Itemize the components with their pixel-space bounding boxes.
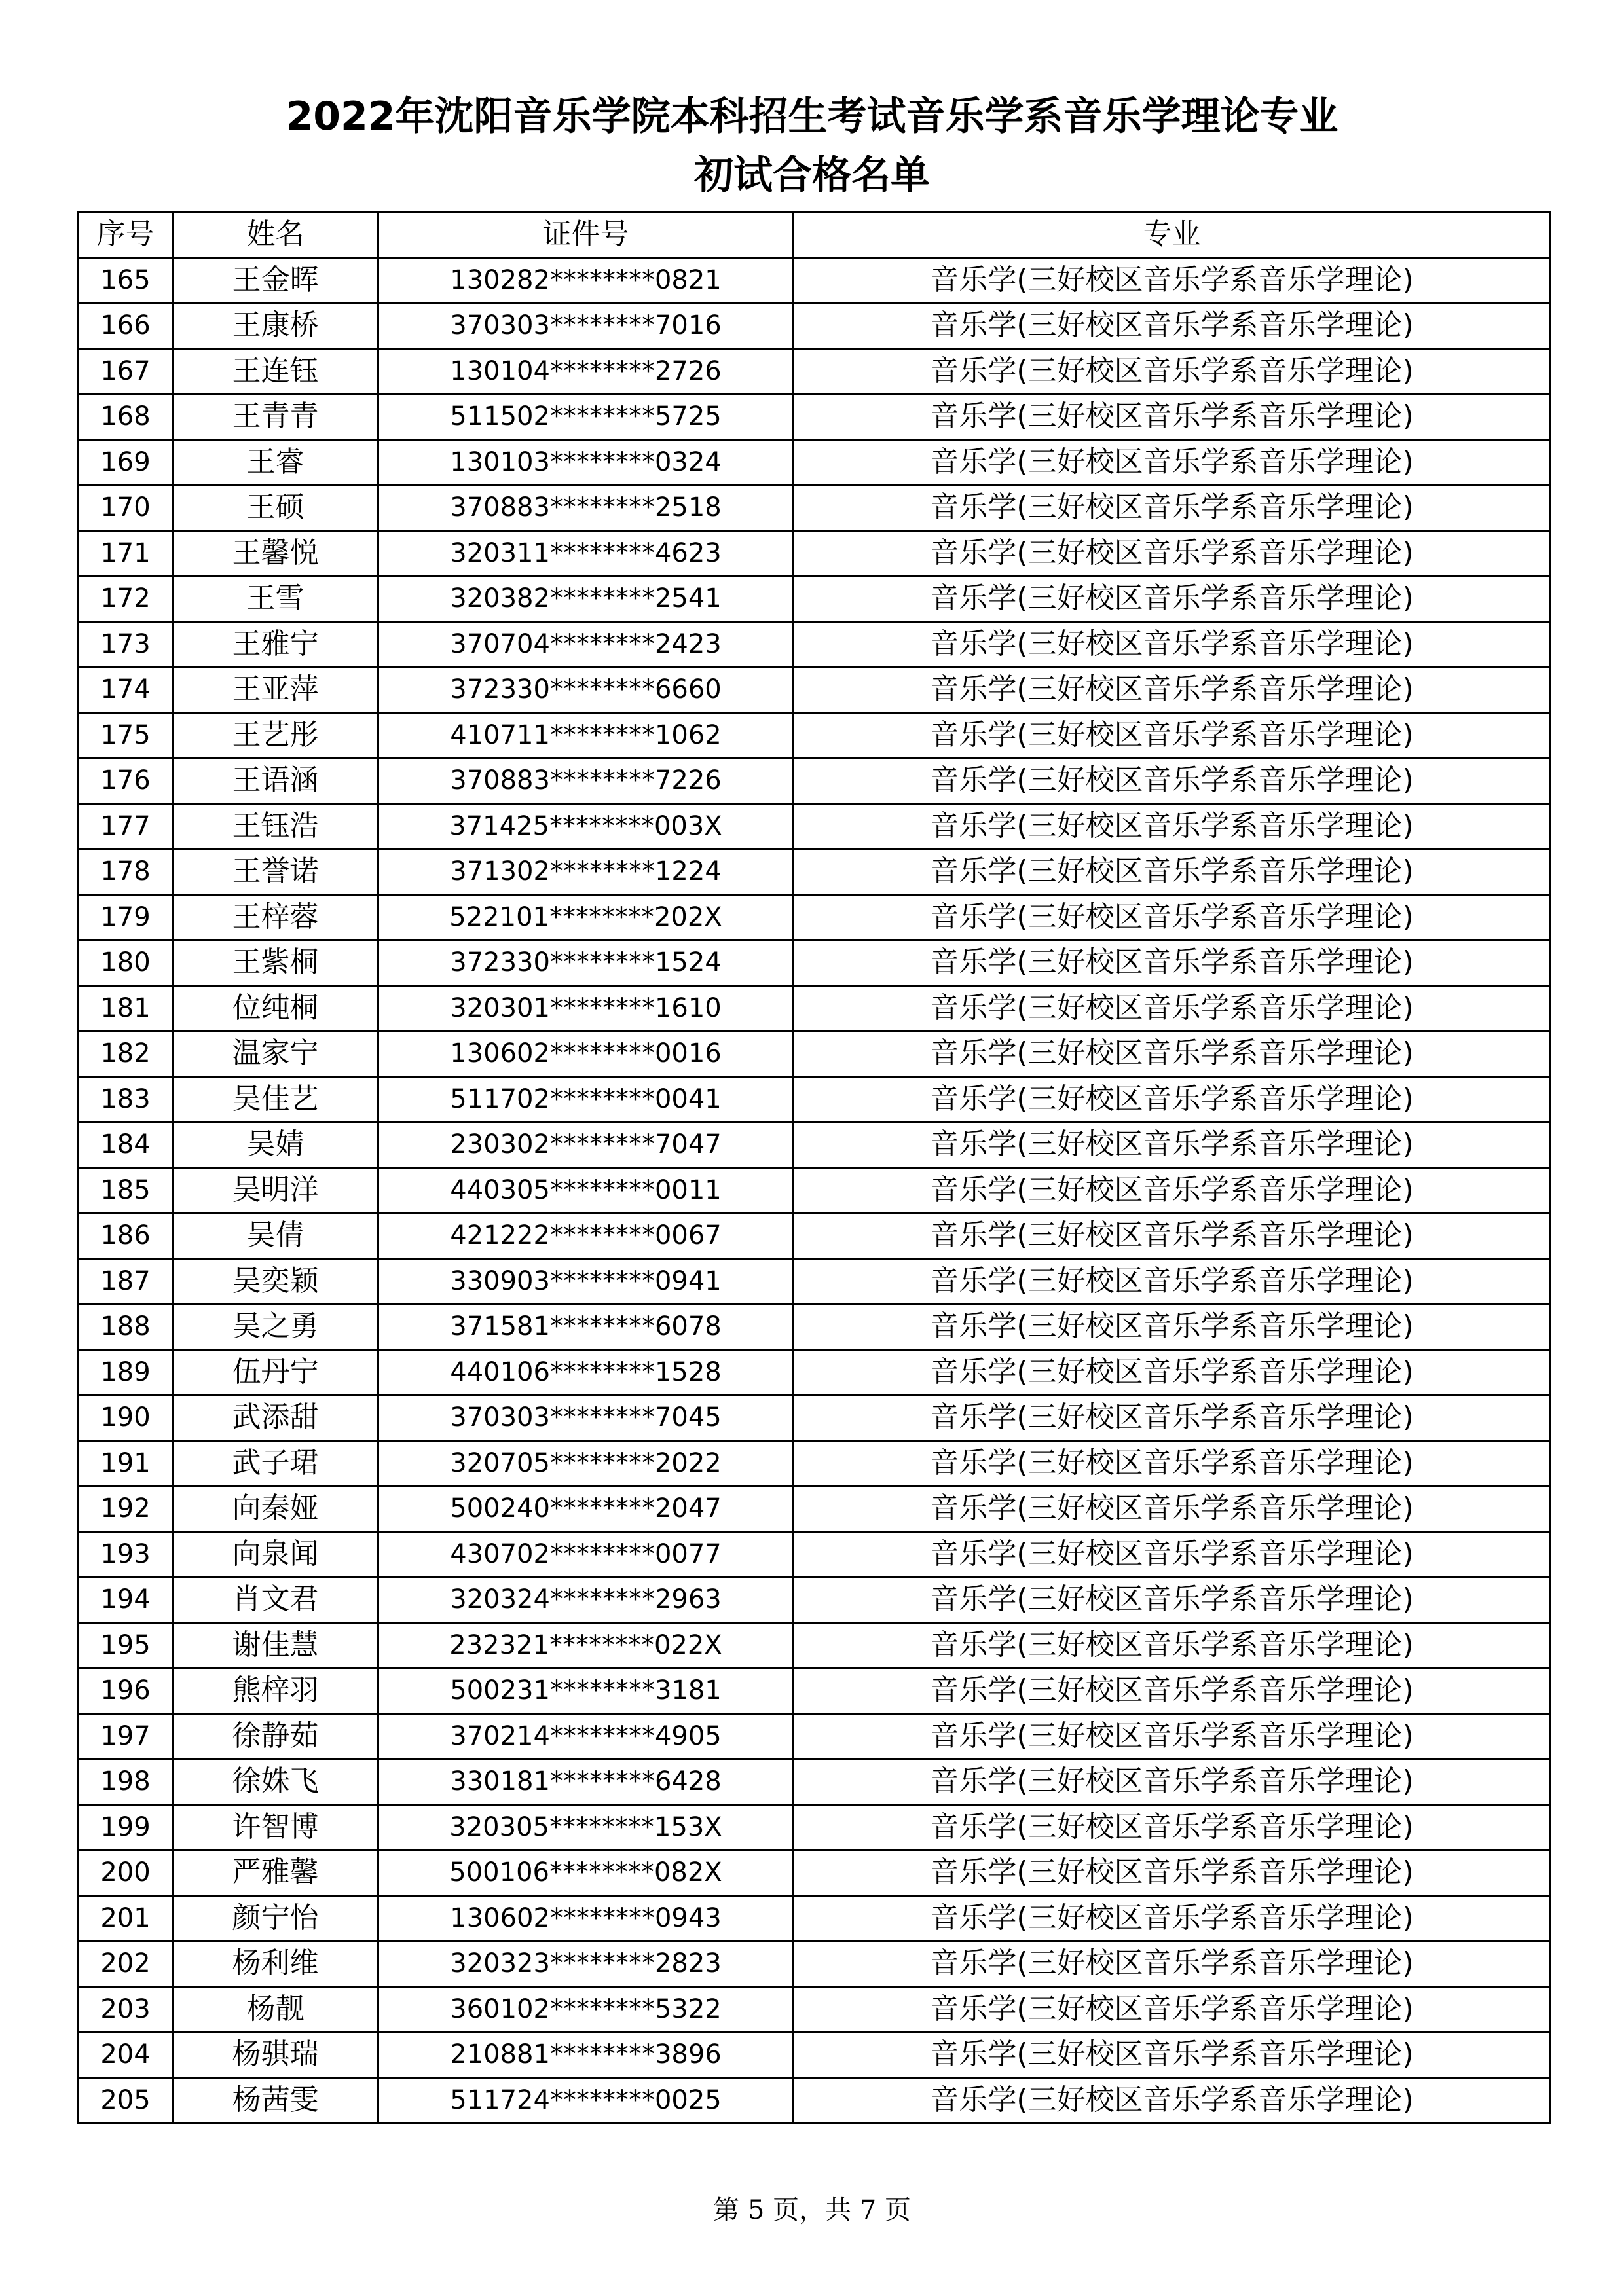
cell-id: 130282********0821 [378, 257, 794, 303]
cell-name: 王睿 [173, 439, 378, 485]
cell-major: 音乐学(三好校区音乐学系音乐学理论) [794, 1622, 1551, 1668]
cell-id: 130103********0324 [378, 439, 794, 485]
cell-major: 音乐学(三好校区音乐学系音乐学理论) [794, 1668, 1551, 1714]
cell-name: 伍丹宁 [173, 1349, 378, 1395]
cell-seq: 198 [79, 1759, 173, 1805]
cell-id: 421222********0067 [378, 1213, 794, 1259]
cell-id: 130602********0943 [378, 1895, 794, 1941]
table-row [79, 1668, 1551, 1714]
table-row [79, 485, 1551, 531]
table-row [79, 1122, 1551, 1168]
table-header-row [79, 212, 1551, 258]
table-row [79, 576, 1551, 622]
cell-seq: 182 [79, 1031, 173, 1077]
cell-seq: 173 [79, 621, 173, 667]
cell-major: 音乐学(三好校区音乐学系音乐学理论) [794, 1349, 1551, 1395]
roster-table [77, 211, 1551, 2124]
cell-id: 130602********0016 [378, 1031, 794, 1077]
table-row [79, 394, 1551, 440]
cell-seq: 192 [79, 1486, 173, 1532]
cell-name: 杨靓 [173, 1986, 378, 2032]
cell-id: 230302********7047 [378, 1122, 794, 1168]
cell-major: 音乐学(三好校区音乐学系音乐学理论) [794, 803, 1551, 849]
cell-seq: 172 [79, 576, 173, 622]
cell-name: 吴之勇 [173, 1304, 378, 1350]
cell-major: 音乐学(三好校区音乐学系音乐学理论) [794, 1213, 1551, 1259]
cell-seq: 184 [79, 1122, 173, 1168]
cell-seq: 196 [79, 1668, 173, 1714]
cell-major: 音乐学(三好校区音乐学系音乐学理论) [794, 1486, 1551, 1532]
cell-id: 370883********2518 [378, 485, 794, 531]
table-row [79, 1486, 1551, 1532]
cell-name: 王雅宁 [173, 621, 378, 667]
cell-name: 武添甜 [173, 1395, 378, 1441]
cell-id: 370214********4905 [378, 1713, 794, 1759]
table-row [79, 1713, 1551, 1759]
cell-major: 音乐学(三好校区音乐学系音乐学理论) [794, 1304, 1551, 1350]
page-subtitle: 初试合格名单 [694, 153, 930, 198]
page-number: 第 5 页，共 7 页 [713, 2195, 911, 2225]
table-row [79, 712, 1551, 758]
cell-seq: 166 [79, 303, 173, 349]
cell-id: 371581********6078 [378, 1304, 794, 1350]
cell-seq: 189 [79, 1349, 173, 1395]
cell-major: 音乐学(三好校区音乐学系音乐学理论) [794, 257, 1551, 303]
cell-name: 杨茜雯 [173, 2077, 378, 2123]
cell-seq: 197 [79, 1713, 173, 1759]
cell-major: 音乐学(三好校区音乐学系音乐学理论) [794, 530, 1551, 576]
table-row [79, 1986, 1551, 2032]
cell-major: 音乐学(三好校区音乐学系音乐学理论) [794, 849, 1551, 895]
cell-id: 370303********7016 [378, 303, 794, 349]
table-row [79, 1577, 1551, 1623]
cell-seq: 190 [79, 1395, 173, 1441]
cell-major: 音乐学(三好校区音乐学系音乐学理论) [794, 1895, 1551, 1941]
cell-seq: 205 [79, 2077, 173, 2123]
cell-major: 音乐学(三好校区音乐学系音乐学理论) [794, 1122, 1551, 1168]
table-row [79, 1941, 1551, 1987]
table-row [79, 667, 1551, 713]
table-row [79, 1622, 1551, 1668]
cell-id: 320301********1610 [378, 985, 794, 1031]
cell-id: 372330********6660 [378, 667, 794, 713]
cell-name: 颜宁怡 [173, 1895, 378, 1941]
cell-name: 谢佳慧 [173, 1622, 378, 1668]
cell-seq: 176 [79, 758, 173, 804]
cell-major: 音乐学(三好校区音乐学系音乐学理论) [794, 894, 1551, 940]
cell-seq: 199 [79, 1804, 173, 1850]
cell-major: 音乐学(三好校区音乐学系音乐学理论) [794, 1531, 1551, 1577]
cell-name: 肖文君 [173, 1577, 378, 1623]
cell-name: 王硕 [173, 485, 378, 531]
cell-major: 音乐学(三好校区音乐学系音乐学理论) [794, 940, 1551, 986]
table-row [79, 1395, 1551, 1441]
cell-major: 音乐学(三好校区音乐学系音乐学理论) [794, 576, 1551, 622]
cell-id: 330181********6428 [378, 1759, 794, 1805]
cell-seq: 191 [79, 1440, 173, 1486]
cell-id: 320305********153X [378, 1804, 794, 1850]
cell-major: 音乐学(三好校区音乐学系音乐学理论) [794, 1076, 1551, 1122]
cell-seq: 204 [79, 2032, 173, 2078]
cell-name: 王梓蓉 [173, 894, 378, 940]
cell-id: 371302********1224 [378, 849, 794, 895]
cell-name: 吴倩 [173, 1213, 378, 1259]
cell-major: 音乐学(三好校区音乐学系音乐学理论) [794, 439, 1551, 485]
header-name: 姓名 [173, 212, 378, 258]
cell-id: 320311********4623 [378, 530, 794, 576]
cell-seq: 193 [79, 1531, 173, 1577]
cell-seq: 185 [79, 1167, 173, 1213]
cell-seq: 203 [79, 1986, 173, 2032]
cell-name: 吴婧 [173, 1122, 378, 1168]
table-row [79, 894, 1551, 940]
table-row [79, 1804, 1551, 1850]
cell-major: 音乐学(三好校区音乐学系音乐学理论) [794, 348, 1551, 394]
table-row [79, 1304, 1551, 1350]
cell-major: 音乐学(三好校区音乐学系音乐学理论) [794, 1395, 1551, 1441]
cell-seq: 165 [79, 257, 173, 303]
cell-seq: 187 [79, 1258, 173, 1304]
cell-id: 130104********2726 [378, 348, 794, 394]
cell-name: 王亚萍 [173, 667, 378, 713]
table-row [79, 1031, 1551, 1077]
cell-id: 371425********003X [378, 803, 794, 849]
cell-name: 王誉诺 [173, 849, 378, 895]
cell-seq: 179 [79, 894, 173, 940]
cell-id: 320382********2541 [378, 576, 794, 622]
cell-major: 音乐学(三好校区音乐学系音乐学理论) [794, 394, 1551, 440]
table-row [79, 348, 1551, 394]
cell-major: 音乐学(三好校区音乐学系音乐学理论) [794, 1167, 1551, 1213]
cell-id: 210881********3896 [378, 2032, 794, 2078]
cell-name: 王雪 [173, 576, 378, 622]
cell-major: 音乐学(三好校区音乐学系音乐学理论) [794, 712, 1551, 758]
cell-id: 360102********5322 [378, 1986, 794, 2032]
cell-name: 王馨悦 [173, 530, 378, 576]
cell-seq: 200 [79, 1850, 173, 1896]
cell-seq: 178 [79, 849, 173, 895]
table-row [79, 1440, 1551, 1486]
cell-name: 武子珺 [173, 1440, 378, 1486]
cell-name: 徐姝飞 [173, 1759, 378, 1805]
cell-name: 徐静茹 [173, 1713, 378, 1759]
cell-seq: 194 [79, 1577, 173, 1623]
cell-major: 音乐学(三好校区音乐学系音乐学理论) [794, 2032, 1551, 2078]
cell-name: 王连钰 [173, 348, 378, 394]
cell-seq: 171 [79, 530, 173, 576]
cell-seq: 169 [79, 439, 173, 485]
cell-name: 杨利维 [173, 1941, 378, 1987]
cell-name: 杨骐瑞 [173, 2032, 378, 2078]
cell-id: 320705********2022 [378, 1440, 794, 1486]
cell-name: 王紫桐 [173, 940, 378, 986]
cell-name: 王青青 [173, 394, 378, 440]
table-row [79, 1349, 1551, 1395]
cell-seq: 186 [79, 1213, 173, 1259]
cell-id: 511702********0041 [378, 1076, 794, 1122]
cell-seq: 202 [79, 1941, 173, 1987]
cell-seq: 201 [79, 1895, 173, 1941]
cell-id: 232321********022X [378, 1622, 794, 1668]
cell-major: 音乐学(三好校区音乐学系音乐学理论) [794, 1713, 1551, 1759]
cell-id: 500240********2047 [378, 1486, 794, 1532]
cell-seq: 175 [79, 712, 173, 758]
cell-seq: 167 [79, 348, 173, 394]
cell-major: 音乐学(三好校区音乐学系音乐学理论) [794, 985, 1551, 1031]
table-row [79, 2032, 1551, 2078]
cell-id: 372330********1524 [378, 940, 794, 986]
table-body [79, 257, 1551, 2123]
cell-major: 音乐学(三好校区音乐学系音乐学理论) [794, 758, 1551, 804]
cell-id: 330903********0941 [378, 1258, 794, 1304]
cell-name: 王金晖 [173, 257, 378, 303]
table-row [79, 1258, 1551, 1304]
cell-name: 王语涵 [173, 758, 378, 804]
cell-name: 向秦娅 [173, 1486, 378, 1532]
table-row [79, 1531, 1551, 1577]
table-row [79, 1213, 1551, 1259]
header-seq: 序号 [79, 212, 173, 258]
table-row [79, 985, 1551, 1031]
cell-name: 王钰浩 [173, 803, 378, 849]
cell-id: 320324********2963 [378, 1577, 794, 1623]
cell-major: 音乐学(三好校区音乐学系音乐学理论) [794, 667, 1551, 713]
cell-name: 许智博 [173, 1804, 378, 1850]
table-row [79, 303, 1551, 349]
table-row [79, 621, 1551, 667]
cell-seq: 195 [79, 1622, 173, 1668]
cell-major: 音乐学(三好校区音乐学系音乐学理论) [794, 2077, 1551, 2123]
cell-seq: 183 [79, 1076, 173, 1122]
cell-name: 温家宁 [173, 1031, 378, 1077]
cell-seq: 188 [79, 1304, 173, 1350]
cell-id: 511724********0025 [378, 2077, 794, 2123]
table-row [79, 1759, 1551, 1805]
table-row [79, 849, 1551, 895]
table-row [79, 1895, 1551, 1941]
cell-major: 音乐学(三好校区音乐学系音乐学理论) [794, 1850, 1551, 1896]
cell-name: 严雅馨 [173, 1850, 378, 1896]
cell-major: 音乐学(三好校区音乐学系音乐学理论) [794, 1986, 1551, 2032]
cell-seq: 174 [79, 667, 173, 713]
cell-id: 430702********0077 [378, 1531, 794, 1577]
cell-major: 音乐学(三好校区音乐学系音乐学理论) [794, 1577, 1551, 1623]
cell-id: 500231********3181 [378, 1668, 794, 1714]
page-title: 2022年沈阳音乐学院本科招生考试音乐学系音乐学理论专业 [286, 94, 1338, 139]
table-row [79, 257, 1551, 303]
cell-name: 王康桥 [173, 303, 378, 349]
cell-name: 向泉闻 [173, 1531, 378, 1577]
cell-major: 音乐学(三好校区音乐学系音乐学理论) [794, 1804, 1551, 1850]
cell-major: 音乐学(三好校区音乐学系音乐学理论) [794, 1440, 1551, 1486]
table-row [79, 530, 1551, 576]
table-row [79, 940, 1551, 986]
cell-major: 音乐学(三好校区音乐学系音乐学理论) [794, 1759, 1551, 1805]
cell-major: 音乐学(三好校区音乐学系音乐学理论) [794, 1031, 1551, 1077]
cell-name: 王艺彤 [173, 712, 378, 758]
cell-major: 音乐学(三好校区音乐学系音乐学理论) [794, 303, 1551, 349]
cell-seq: 180 [79, 940, 173, 986]
table-row [79, 803, 1551, 849]
header-major: 专业 [794, 212, 1551, 258]
cell-major: 音乐学(三好校区音乐学系音乐学理论) [794, 1258, 1551, 1304]
cell-name: 吴佳艺 [173, 1076, 378, 1122]
cell-id: 511502********5725 [378, 394, 794, 440]
table-row [79, 439, 1551, 485]
cell-major: 音乐学(三好校区音乐学系音乐学理论) [794, 485, 1551, 531]
cell-id: 370883********7226 [378, 758, 794, 804]
cell-name: 熊梓羽 [173, 1668, 378, 1714]
cell-name: 位纯桐 [173, 985, 378, 1031]
cell-id: 320323********2823 [378, 1941, 794, 1987]
cell-seq: 170 [79, 485, 173, 531]
cell-id: 410711********1062 [378, 712, 794, 758]
cell-id: 440305********0011 [378, 1167, 794, 1213]
table-row [79, 2077, 1551, 2123]
table-row [79, 1850, 1551, 1896]
table-row [79, 758, 1551, 804]
cell-id: 370303********7045 [378, 1395, 794, 1441]
cell-id: 522101********202X [378, 894, 794, 940]
cell-name: 吴奕颖 [173, 1258, 378, 1304]
cell-major: 音乐学(三好校区音乐学系音乐学理论) [794, 621, 1551, 667]
cell-id: 440106********1528 [378, 1349, 794, 1395]
cell-id: 370704********2423 [378, 621, 794, 667]
cell-seq: 168 [79, 394, 173, 440]
cell-seq: 181 [79, 985, 173, 1031]
cell-major: 音乐学(三好校区音乐学系音乐学理论) [794, 1941, 1551, 1987]
cell-id: 500106********082X [378, 1850, 794, 1896]
table-row [79, 1167, 1551, 1213]
cell-name: 吴明洋 [173, 1167, 378, 1213]
header-id: 证件号 [378, 212, 794, 258]
cell-seq: 177 [79, 803, 173, 849]
table-row [79, 1076, 1551, 1122]
